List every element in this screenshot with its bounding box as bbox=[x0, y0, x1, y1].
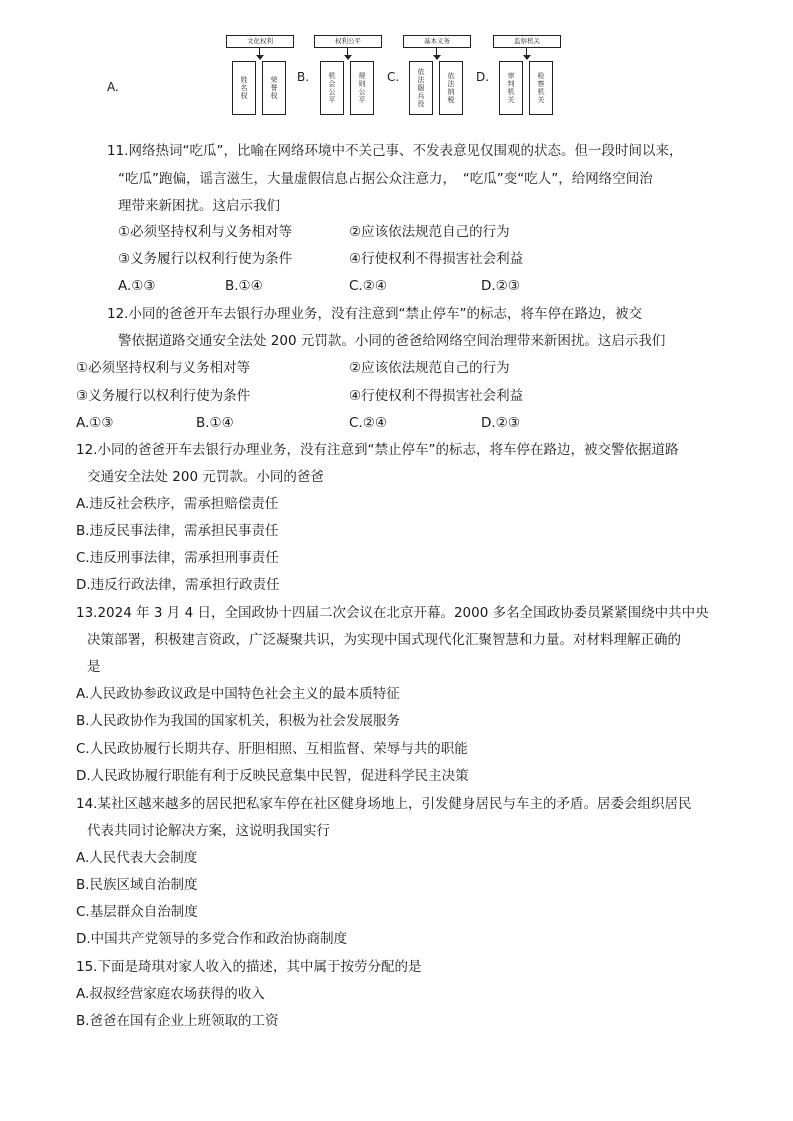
diagram-c-left: 依法服兵役 bbox=[409, 61, 433, 115]
question-15-stem: 15.下面是琦琪对家人收入的描述，其中属于按劳分配的是 bbox=[76, 959, 422, 975]
question-13-stem: 13.2024 年 3 月 4 日，全国政协十四届二次会议在北京开幕。2000 多名全国政协委员紧紧围绕中共中央 bbox=[76, 605, 709, 621]
q13-choice-a: A.人民政协参政议政是中国特色社会主义的最本质特征 bbox=[76, 686, 400, 702]
q12b-choice-d: D.违反行政法律，需承担行政责任 bbox=[76, 577, 280, 593]
question-12b-stem: 交通安全法处 200 元罚款。小同的爸爸 bbox=[87, 469, 324, 485]
option-label-b: B. bbox=[297, 70, 310, 84]
q12b-choice-c: C.违反刑事法律，需承担刑事责任 bbox=[76, 550, 279, 566]
q14-choice-d: D.中国共产党领导的多党合作和政治协商制度 bbox=[76, 931, 348, 947]
q14-choice-a: A.人民代表大会制度 bbox=[76, 850, 198, 866]
q11-statement-1: ①必须坚持权利与义务相对等 bbox=[118, 224, 293, 240]
arrow-down-icon bbox=[523, 55, 531, 60]
q11-statement-3: ③义务履行以权利行使为条件 bbox=[118, 251, 293, 267]
q15-choice-b: B.爸爸在国有企业上班领取的工资 bbox=[76, 1013, 279, 1029]
diagram-a bbox=[226, 35, 294, 115]
question-11-stem: 理带来新困扰。这启示我们 bbox=[118, 198, 280, 214]
option-label-c: C. bbox=[387, 70, 400, 84]
question-14-stem: 14.某社区越来越多的居民把私家车停在社区健身场地上，引发健身居民与车主的矛盾。居委会组织居民 bbox=[76, 796, 692, 812]
arrow-down-icon bbox=[433, 55, 441, 60]
diagram-b-left: 机会公平 bbox=[320, 61, 344, 115]
q12b-choice-a: A.违反社会秩序，需承担赔偿责任 bbox=[76, 496, 279, 512]
q13-choice-d: D.人民政协履行职能有利于反映民意集中民智，促进科学民主决策 bbox=[76, 768, 469, 784]
option-label-a: A. bbox=[107, 80, 119, 94]
question-13-stem: 决策部署，积极建言资政，广泛凝聚共识，为实现中国式现代化汇聚智慧和力量。对材料理解正确的 bbox=[87, 632, 681, 648]
arrow-down-icon bbox=[344, 55, 352, 60]
arrow-down-icon bbox=[256, 55, 264, 60]
q11-choice-a: A.①③ bbox=[118, 278, 156, 294]
q15-choice-a: A.叔叔经营家庭农场获得的收入 bbox=[76, 986, 265, 1002]
diagram-d-right: 检察机关 bbox=[529, 61, 553, 115]
q12a-statement-3: ③义务履行以权利行使为条件 bbox=[76, 388, 251, 404]
q13-choice-c: C.人民政协履行长期共存、肝胆相照、互相监督、荣辱与共的职能 bbox=[76, 741, 468, 757]
q12a-choice-c: C.②④ bbox=[349, 415, 387, 431]
q12b-choice-b: B.违反民事法律，需承担民事责任 bbox=[76, 523, 279, 539]
question-14-stem: 代表共同讨论解决方案，这说明我国实行 bbox=[87, 823, 330, 839]
q11-choice-d: D.②③ bbox=[481, 278, 520, 294]
q11-choice-b: B.①④ bbox=[225, 278, 263, 294]
q12a-choice-d: D.②③ bbox=[481, 415, 520, 431]
q11-statement-4: ④行使权利不得损害社会利益 bbox=[349, 251, 524, 267]
q12a-choice-a: A.①③ bbox=[76, 415, 114, 431]
diagram-c-right: 依法纳税 bbox=[439, 61, 463, 115]
q12a-statement-2: ②应该依法规范自己的行为 bbox=[349, 360, 510, 376]
q12a-statement-4: ④行使权利不得损害社会利益 bbox=[349, 388, 524, 404]
diagram-c bbox=[403, 35, 471, 115]
diagram-b bbox=[314, 35, 382, 115]
question-11-stem: “吃瓜”跑偏，谣言滋生，大量虚假信息占据公众注意力， “吃瓜”变“吃人”，给网络空间治 bbox=[118, 171, 653, 187]
q11-statement-2: ②应该依法规范自己的行为 bbox=[349, 224, 510, 240]
q14-choice-b: B.民族区域自治制度 bbox=[76, 877, 198, 893]
diagram-c-title: 基本义务 bbox=[403, 35, 471, 48]
diagram-d-title: 监察机关 bbox=[493, 35, 561, 48]
q14-choice-c: C.基层群众自治制度 bbox=[76, 904, 198, 920]
q12a-choice-b: B.①④ bbox=[196, 415, 234, 431]
question-12a-stem: 12.小同的爸爸开车去银行办理业务，没有注意到“禁止停车”的标志，将车停在路边，被交 bbox=[107, 306, 642, 322]
q12a-statement-1: ①必须坚持权利与义务相对等 bbox=[76, 360, 251, 376]
diagram-d bbox=[493, 35, 561, 115]
diagram-a-right: 荣誉权 bbox=[262, 61, 286, 115]
q11-choice-c: C.②④ bbox=[349, 278, 387, 294]
option-label-d: D. bbox=[476, 70, 490, 84]
q13-choice-b: B.人民政协作为我国的国家机关，积极为社会发展服务 bbox=[76, 713, 401, 729]
question-12b-stem: 12.小同的爸爸开车去银行办理业务，没有注意到“禁止停车”的标志，将车停在路边，被交警依据道路 bbox=[76, 442, 679, 458]
diagram-a-title: 文化权利 bbox=[226, 35, 294, 48]
question-11-stem: 11.网络热词“吃瓜”，比喻在网络环境中不关己事、不发表意见仅围观的状态。但一段时间以来， bbox=[107, 143, 683, 159]
question-12a-stem: 警依据道路交通安全法处 200 元罚款。小同的爸爸给网络空间治理带来新困扰。这启示我们 bbox=[118, 333, 666, 349]
diagram-a-left: 姓名权 bbox=[232, 61, 256, 115]
diagram-b-title: 权利公平 bbox=[314, 35, 382, 48]
diagram-b-right: 规则公平 bbox=[350, 61, 374, 115]
question-13-stem: 是 bbox=[87, 659, 101, 675]
diagram-d-left: 审判机关 bbox=[499, 61, 523, 115]
